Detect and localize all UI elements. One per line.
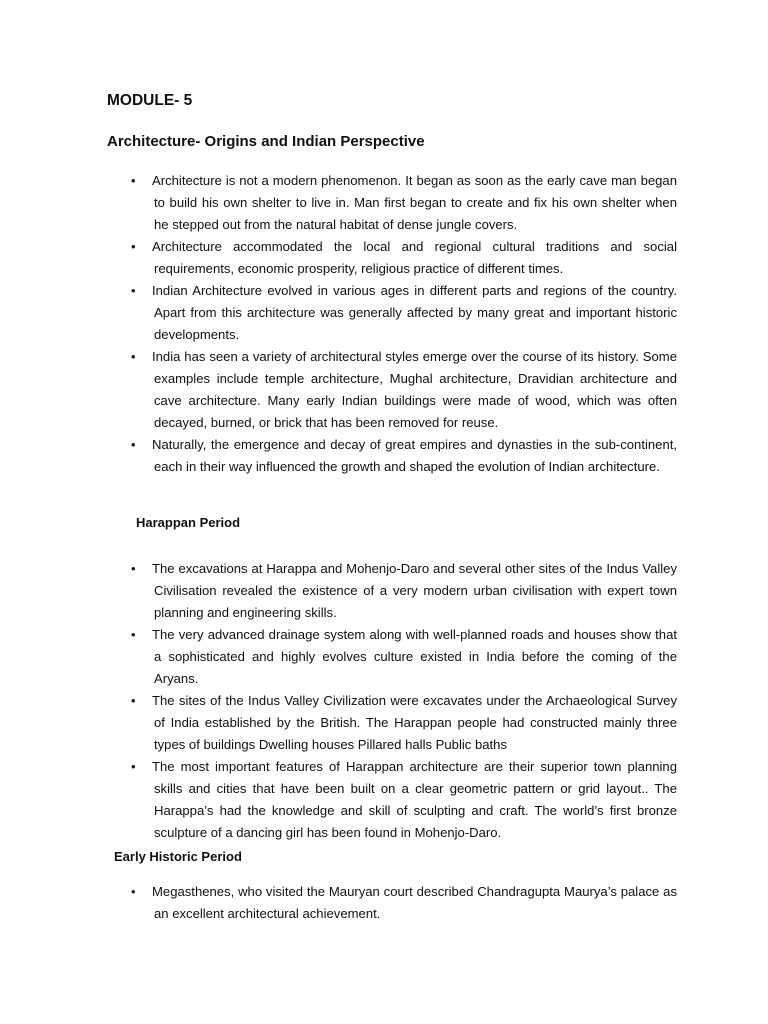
list-item xyxy=(0,558,768,624)
module-title: MODULE- 5 xyxy=(107,92,193,109)
bullet-icon: • xyxy=(131,349,136,364)
bullet-text: Megasthenes, who visited the Mauryan court described Chandragupta Maurya’s palace as an excellent architectural achievement. xyxy=(152,884,677,921)
list-item xyxy=(0,881,768,925)
intro-bullet-list xyxy=(0,170,768,478)
early-historic-bullet-list xyxy=(0,881,768,925)
harappan-bullet-list xyxy=(0,558,768,844)
list-item xyxy=(0,280,768,346)
bullet-icon: • xyxy=(131,884,136,899)
list-item xyxy=(0,346,768,434)
bullet-icon: • xyxy=(131,759,136,774)
section-title: Architecture- Origins and Indian Perspective xyxy=(107,133,425,150)
harappan-heading: Harappan Period xyxy=(136,515,241,530)
list-item xyxy=(0,624,768,690)
bullet-icon: • xyxy=(131,693,136,708)
bullet-text: The sites of the Indus Valley Civilization were excavates under the Archaeological Survey of India established by the British. The Harappan people had constructed mainly three types of buildings Dwelling houses Pillared halls Public baths xyxy=(152,693,677,752)
bullet-text: The most important features of Harappan architecture are their superior town planning skills and cities that have been built on a clear geometric pattern or grid layout.. The Harappa’s had the knowledge and skill of sculpting and craft. The world’s first bronze sculpture of a dancing girl has been found in Mohenjo-Daro. xyxy=(152,759,677,840)
bullet-text: The excavations at Harappa and Mohenjo-Daro and several other sites of the Indus Valley Civilisation revealed the existence of a very modern urban civilisation with expert town planning and engineering skills. xyxy=(152,561,677,620)
list-item xyxy=(0,170,768,236)
bullet-icon: • xyxy=(131,173,136,188)
bullet-text: Architecture accommodated the local and regional cultural traditions and social requirements, economic prosperity, religious practice of different times. xyxy=(152,239,677,276)
bullet-icon: • xyxy=(131,627,136,642)
bullet-text: Naturally, the emergence and decay of great empires and dynasties in the sub-continent, each in their way influenced the growth and shaped the evolution of Indian architecture. xyxy=(152,437,677,474)
list-item xyxy=(0,756,768,844)
list-item xyxy=(0,434,768,478)
bullet-icon: • xyxy=(131,239,136,254)
list-item xyxy=(0,236,768,280)
bullet-text: Architecture is not a modern phenomenon. It began as soon as the early cave man began to build his own shelter to live in. Man first began to create and fix his own shelter when he stepped out from the natural habitat of dense jungle covers. xyxy=(152,173,677,232)
bullet-icon: • xyxy=(131,561,136,576)
bullet-text: Indian Architecture evolved in various ages in different parts and regions of the country. Apart from this architecture was generally affected by many great and important historic developments. xyxy=(152,283,677,342)
bullet-icon: • xyxy=(131,283,136,298)
bullet-text: The very advanced drainage system along with well-planned roads and houses show that a sophisticated and highly evolves culture existed in India before the coming of the Aryans. xyxy=(152,627,677,686)
bullet-text: India has seen a variety of architectural styles emerge over the course of its history. Some examples include temple architecture, Mughal architecture, Dravidian architecture and cave architecture. Many early Indian buildings were made of wood, which was often decayed, burned, or brick that has been removed for reuse. xyxy=(152,349,677,430)
bullet-icon: • xyxy=(131,437,136,452)
list-item xyxy=(0,690,768,756)
early-historic-heading: Early Historic Period xyxy=(114,849,242,864)
